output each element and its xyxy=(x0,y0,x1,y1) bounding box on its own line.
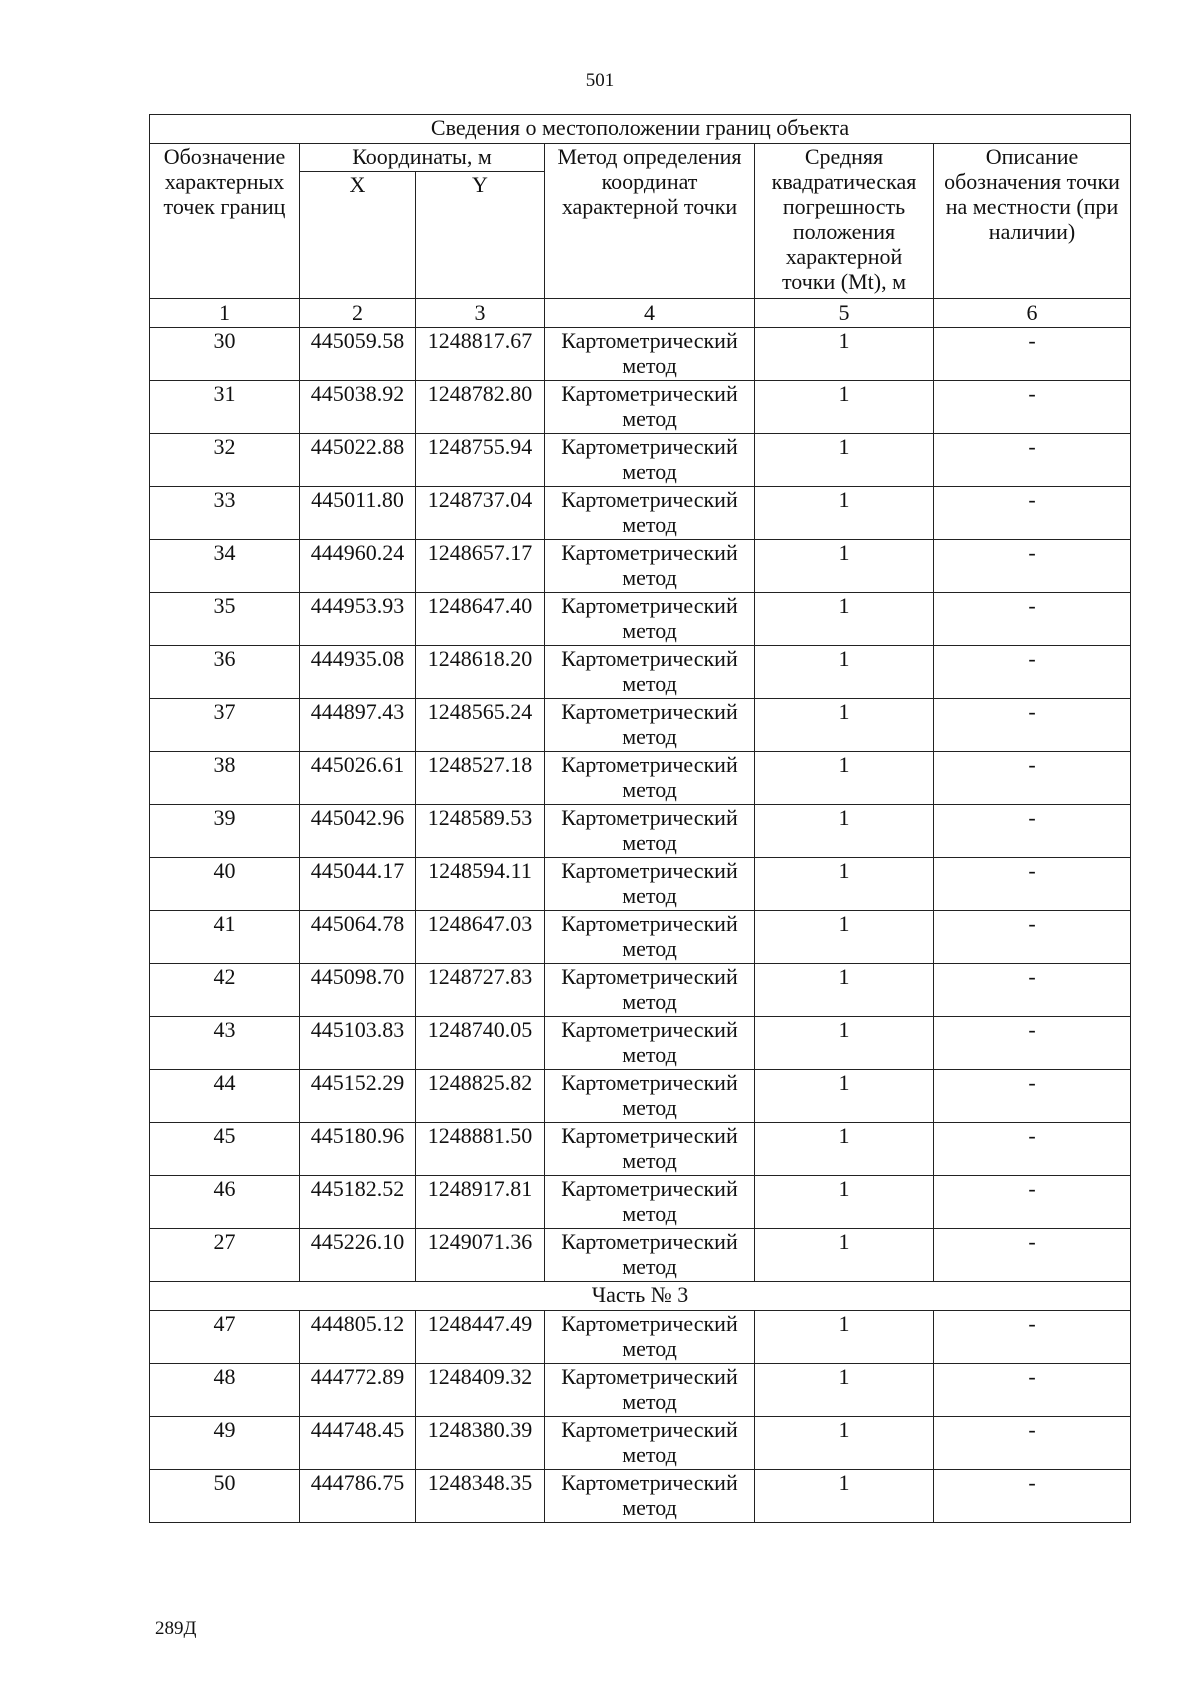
cell-point-id: 50 xyxy=(150,1470,300,1523)
table-row xyxy=(150,1417,1131,1470)
table-row xyxy=(150,1017,1131,1070)
cell-method: Картометрический метод xyxy=(545,646,755,699)
cell-method: Картометрический метод xyxy=(545,1417,755,1470)
header-point-description: Описание обозначения точки на местности (при наличии) xyxy=(934,144,1131,299)
cell-point-id: 41 xyxy=(150,911,300,964)
cell-x-coordinate: 445022.88 xyxy=(300,434,416,487)
header-coordinates: Координаты, м xyxy=(300,144,545,172)
cell-y-coordinate: 1248727.83 xyxy=(416,964,545,1017)
cell-mean-square-error: 1 xyxy=(755,911,934,964)
table-row xyxy=(150,646,1131,699)
column-number: 5 xyxy=(755,299,934,328)
cell-x-coordinate: 445180.96 xyxy=(300,1123,416,1176)
cell-method: Картометрический метод xyxy=(545,805,755,858)
cell-point-description: - xyxy=(934,858,1131,911)
cell-mean-square-error: 1 xyxy=(755,593,934,646)
cell-method: Картометрический метод xyxy=(545,381,755,434)
cell-point-id: 47 xyxy=(150,1311,300,1364)
cell-y-coordinate: 1248647.40 xyxy=(416,593,545,646)
table-row xyxy=(150,805,1131,858)
cell-y-coordinate: 1248755.94 xyxy=(416,434,545,487)
cell-point-id: 36 xyxy=(150,646,300,699)
cell-point-description: - xyxy=(934,1017,1131,1070)
cell-x-coordinate: 445059.58 xyxy=(300,328,416,381)
table-row xyxy=(150,1176,1131,1229)
cell-y-coordinate: 1248817.67 xyxy=(416,328,545,381)
table-row xyxy=(150,752,1131,805)
cell-method: Картометрический метод xyxy=(545,752,755,805)
column-number: 1 xyxy=(150,299,300,328)
cell-x-coordinate: 445152.29 xyxy=(300,1070,416,1123)
cell-y-coordinate: 1248825.82 xyxy=(416,1070,545,1123)
cell-mean-square-error: 1 xyxy=(755,1017,934,1070)
cell-x-coordinate: 445064.78 xyxy=(300,911,416,964)
column-number: 2 xyxy=(300,299,416,328)
cell-point-id: 27 xyxy=(150,1229,300,1282)
cell-x-coordinate: 445042.96 xyxy=(300,805,416,858)
cell-y-coordinate: 1248594.11 xyxy=(416,858,545,911)
cell-point-description: - xyxy=(934,1229,1131,1282)
page-number: 501 xyxy=(585,70,615,91)
cell-point-description: - xyxy=(934,487,1131,540)
cell-method: Картометрический метод xyxy=(545,1364,755,1417)
cell-point-description: - xyxy=(934,381,1131,434)
cell-method: Картометрический метод xyxy=(545,1470,755,1523)
cell-method: Картометрический метод xyxy=(545,328,755,381)
cell-point-description: - xyxy=(934,540,1131,593)
cell-x-coordinate: 444772.89 xyxy=(300,1364,416,1417)
part-section-row xyxy=(150,1282,1131,1311)
boundary-coordinates-table xyxy=(149,114,1131,1523)
cell-mean-square-error: 1 xyxy=(755,699,934,752)
cell-point-description: - xyxy=(934,1470,1131,1523)
cell-point-id: 43 xyxy=(150,1017,300,1070)
table-row xyxy=(150,1311,1131,1364)
cell-point-id: 37 xyxy=(150,699,300,752)
cell-y-coordinate: 1248380.39 xyxy=(416,1417,545,1470)
cell-y-coordinate: 1248589.53 xyxy=(416,805,545,858)
cell-method: Картометрический метод xyxy=(545,540,755,593)
cell-mean-square-error: 1 xyxy=(755,1123,934,1176)
column-number-row xyxy=(150,299,1131,328)
cell-mean-square-error: 1 xyxy=(755,1417,934,1470)
cell-point-description: - xyxy=(934,1417,1131,1470)
cell-y-coordinate: 1248348.35 xyxy=(416,1470,545,1523)
cell-x-coordinate: 444897.43 xyxy=(300,699,416,752)
cell-point-id: 32 xyxy=(150,434,300,487)
cell-point-id: 42 xyxy=(150,964,300,1017)
cell-mean-square-error: 1 xyxy=(755,805,934,858)
cell-mean-square-error: 1 xyxy=(755,752,934,805)
cell-mean-square-error: 1 xyxy=(755,540,934,593)
table-row xyxy=(150,1070,1131,1123)
document-code: 289Д xyxy=(155,1618,197,1639)
cell-y-coordinate: 1248565.24 xyxy=(416,699,545,752)
table-row xyxy=(150,699,1131,752)
cell-method: Картометрический метод xyxy=(545,487,755,540)
cell-method: Картометрический метод xyxy=(545,964,755,1017)
cell-x-coordinate: 445038.92 xyxy=(300,381,416,434)
header-mean-square-error: Средняя квадратическая погрешность положения характерной точки (Mt), м xyxy=(755,144,934,299)
cell-y-coordinate: 1248647.03 xyxy=(416,911,545,964)
table-row xyxy=(150,964,1131,1017)
header-y: Y xyxy=(416,172,545,299)
cell-method: Картометрический метод xyxy=(545,434,755,487)
cell-point-id: 45 xyxy=(150,1123,300,1176)
cell-point-description: - xyxy=(934,646,1131,699)
cell-point-id: 35 xyxy=(150,593,300,646)
cell-point-description: - xyxy=(934,964,1131,1017)
cell-point-description: - xyxy=(934,1364,1131,1417)
cell-method: Картометрический метод xyxy=(545,699,755,752)
cell-point-description: - xyxy=(934,1070,1131,1123)
cell-mean-square-error: 1 xyxy=(755,487,934,540)
table-row xyxy=(150,540,1131,593)
cell-y-coordinate: 1248881.50 xyxy=(416,1123,545,1176)
table-row xyxy=(150,434,1131,487)
cell-point-description: - xyxy=(934,911,1131,964)
cell-point-description: - xyxy=(934,1311,1131,1364)
cell-method: Картометрический метод xyxy=(545,911,755,964)
table-row xyxy=(150,1229,1131,1282)
cell-method: Картометрический метод xyxy=(545,1176,755,1229)
table-row xyxy=(150,1470,1131,1523)
cell-y-coordinate: 1248737.04 xyxy=(416,487,545,540)
cell-x-coordinate: 445044.17 xyxy=(300,858,416,911)
cell-x-coordinate: 445026.61 xyxy=(300,752,416,805)
cell-point-id: 31 xyxy=(150,381,300,434)
table-row xyxy=(150,381,1131,434)
cell-mean-square-error: 1 xyxy=(755,858,934,911)
cell-mean-square-error: 1 xyxy=(755,1311,934,1364)
cell-x-coordinate: 444960.24 xyxy=(300,540,416,593)
cell-mean-square-error: 1 xyxy=(755,434,934,487)
table-row xyxy=(150,911,1131,964)
cell-point-description: - xyxy=(934,328,1131,381)
cell-y-coordinate: 1248917.81 xyxy=(416,1176,545,1229)
cell-point-description: - xyxy=(934,593,1131,646)
cell-method: Картометрический метод xyxy=(545,1017,755,1070)
cell-y-coordinate: 1249071.36 xyxy=(416,1229,545,1282)
cell-mean-square-error: 1 xyxy=(755,1176,934,1229)
table-row xyxy=(150,328,1131,381)
cell-x-coordinate: 445011.80 xyxy=(300,487,416,540)
cell-y-coordinate: 1248527.18 xyxy=(416,752,545,805)
cell-mean-square-error: 1 xyxy=(755,1470,934,1523)
cell-y-coordinate: 1248740.05 xyxy=(416,1017,545,1070)
cell-method: Картометрический метод xyxy=(545,1070,755,1123)
part-label: Часть № 3 xyxy=(150,1282,1131,1311)
cell-method: Картометрический метод xyxy=(545,1123,755,1176)
cell-mean-square-error: 1 xyxy=(755,328,934,381)
cell-x-coordinate: 445103.83 xyxy=(300,1017,416,1070)
cell-point-id: 39 xyxy=(150,805,300,858)
cell-mean-square-error: 1 xyxy=(755,1229,934,1282)
cell-point-id: 49 xyxy=(150,1417,300,1470)
table-row xyxy=(150,858,1131,911)
cell-mean-square-error: 1 xyxy=(755,381,934,434)
cell-point-id: 34 xyxy=(150,540,300,593)
cell-y-coordinate: 1248782.80 xyxy=(416,381,545,434)
table-title: Сведения о местоположении границ объекта xyxy=(150,115,1131,144)
cell-point-description: - xyxy=(934,699,1131,752)
cell-x-coordinate: 445226.10 xyxy=(300,1229,416,1282)
cell-point-id: 46 xyxy=(150,1176,300,1229)
cell-point-description: - xyxy=(934,752,1131,805)
cell-y-coordinate: 1248657.17 xyxy=(416,540,545,593)
cell-x-coordinate: 444935.08 xyxy=(300,646,416,699)
cell-y-coordinate: 1248618.20 xyxy=(416,646,545,699)
table-row xyxy=(150,1364,1131,1417)
cell-method: Картометрический метод xyxy=(545,593,755,646)
cell-point-id: 44 xyxy=(150,1070,300,1123)
cell-x-coordinate: 444953.93 xyxy=(300,593,416,646)
cell-point-description: - xyxy=(934,805,1131,858)
table-row xyxy=(150,593,1131,646)
cell-point-description: - xyxy=(934,1176,1131,1229)
cell-x-coordinate: 445182.52 xyxy=(300,1176,416,1229)
column-number: 4 xyxy=(545,299,755,328)
cell-point-id: 48 xyxy=(150,1364,300,1417)
cell-point-id: 40 xyxy=(150,858,300,911)
cell-y-coordinate: 1248409.32 xyxy=(416,1364,545,1417)
cell-point-description: - xyxy=(934,434,1131,487)
table-row xyxy=(150,487,1131,540)
cell-method: Картометрический метод xyxy=(545,1229,755,1282)
cell-x-coordinate: 444748.45 xyxy=(300,1417,416,1470)
cell-mean-square-error: 1 xyxy=(755,1070,934,1123)
cell-point-id: 33 xyxy=(150,487,300,540)
cell-x-coordinate: 444786.75 xyxy=(300,1470,416,1523)
column-number: 6 xyxy=(934,299,1131,328)
cell-x-coordinate: 445098.70 xyxy=(300,964,416,1017)
cell-method: Картометрический метод xyxy=(545,858,755,911)
cell-mean-square-error: 1 xyxy=(755,964,934,1017)
table-row xyxy=(150,1123,1131,1176)
cell-x-coordinate: 444805.12 xyxy=(300,1311,416,1364)
cell-point-id: 30 xyxy=(150,328,300,381)
header-method: Метод определения координат характерной точки xyxy=(545,144,755,299)
cell-mean-square-error: 1 xyxy=(755,1364,934,1417)
cell-y-coordinate: 1248447.49 xyxy=(416,1311,545,1364)
header-x: X xyxy=(300,172,416,299)
cell-method: Картометрический метод xyxy=(545,1311,755,1364)
cell-point-id: 38 xyxy=(150,752,300,805)
column-number: 3 xyxy=(416,299,545,328)
cell-mean-square-error: 1 xyxy=(755,646,934,699)
cell-point-description: - xyxy=(934,1123,1131,1176)
header-point-designation: Обозначение характерных точек границ xyxy=(150,144,300,299)
